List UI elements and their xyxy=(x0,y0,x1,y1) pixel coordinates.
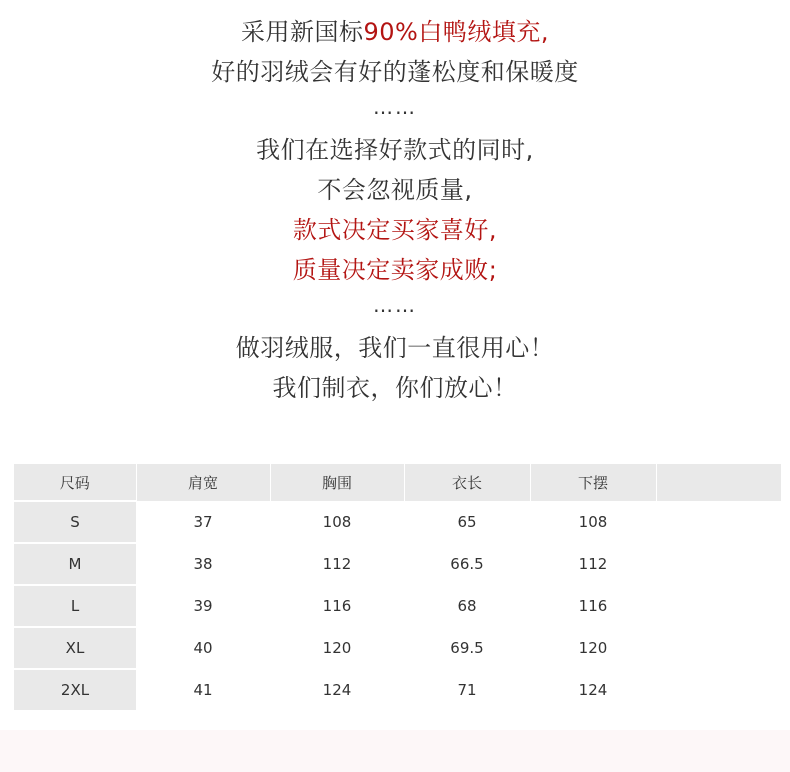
size-cell: S xyxy=(14,501,136,543)
blank-cell xyxy=(656,669,781,710)
header-size: 尺码 xyxy=(14,464,136,501)
chest-cell: 108 xyxy=(270,501,404,543)
chest-cell: 112 xyxy=(270,543,404,585)
table-row xyxy=(14,543,781,585)
hem-cell: 120 xyxy=(530,627,656,669)
ellipsis-2: …… xyxy=(373,293,417,317)
blank-cell xyxy=(656,501,781,543)
poem-line-3: 我们在选择好款式的同时, xyxy=(256,136,534,164)
header-blank xyxy=(656,464,781,501)
blank-cell xyxy=(656,585,781,627)
blank-cell xyxy=(656,627,781,669)
header-length: 衣长 xyxy=(404,464,530,501)
size-cell: L xyxy=(14,585,136,627)
blank-cell xyxy=(656,543,781,585)
poem-line-4: 不会忽视质量, xyxy=(317,176,473,204)
size-cell: 2XL xyxy=(14,669,136,710)
table-row xyxy=(14,669,781,710)
poem-line-5: 款式决定买家喜好, xyxy=(292,216,498,244)
header-chest: 胸围 xyxy=(270,464,404,501)
chest-cell: 120 xyxy=(270,627,404,669)
poem-line-2: 好的羽绒会有好的蓬松度和保暖度 xyxy=(211,58,579,86)
hem-cell: 112 xyxy=(530,543,656,585)
description-text xyxy=(0,12,790,408)
length-cell: 65 xyxy=(404,501,530,543)
hem-cell: 108 xyxy=(530,501,656,543)
length-cell: 71 xyxy=(404,669,530,710)
length-cell: 69.5 xyxy=(404,627,530,669)
shoulder-cell: 41 xyxy=(136,669,270,710)
table-row xyxy=(14,585,781,627)
shoulder-cell: 38 xyxy=(136,543,270,585)
size-cell: M xyxy=(14,543,136,585)
shoulder-cell: 40 xyxy=(136,627,270,669)
ellipsis-1: …… xyxy=(373,95,417,119)
line1-highlight: 90%白鸭绒填充, xyxy=(363,18,549,46)
size-chart-table xyxy=(14,464,781,710)
poem-line-7: 做羽绒服，我们一直很用心！ xyxy=(235,334,555,362)
header-shoulder: 肩宽 xyxy=(136,464,270,501)
chest-cell: 124 xyxy=(270,669,404,710)
length-cell: 68 xyxy=(404,585,530,627)
poem-line-6: 质量决定卖家成败; xyxy=(292,256,498,284)
table-header-row xyxy=(14,464,781,501)
poem-line-1 xyxy=(0,12,790,52)
shoulder-cell: 39 xyxy=(136,585,270,627)
line1-prefix: 采用新国标 xyxy=(241,18,364,46)
header-hem: 下摆 xyxy=(530,464,656,501)
poem-line-8: 我们制衣，你们放心！ xyxy=(272,374,518,402)
hem-cell: 116 xyxy=(530,585,656,627)
table-row xyxy=(14,501,781,543)
bottom-band xyxy=(0,730,790,772)
chest-cell: 116 xyxy=(270,585,404,627)
length-cell: 66.5 xyxy=(404,543,530,585)
table-row xyxy=(14,627,781,669)
size-cell: XL xyxy=(14,627,136,669)
hem-cell: 124 xyxy=(530,669,656,710)
shoulder-cell: 37 xyxy=(136,501,270,543)
